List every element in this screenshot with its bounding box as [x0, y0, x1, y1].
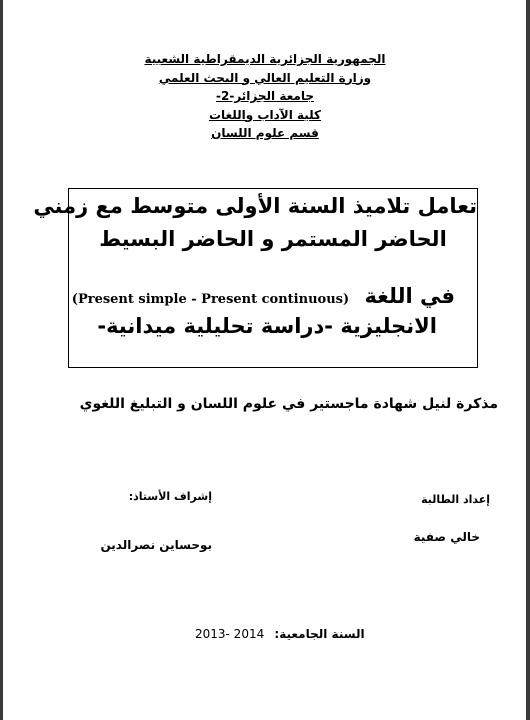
title-line-2: الحاضر المستمر و الحاضر البسيط	[99, 227, 447, 251]
title-line-3-latin: (Present simple - Present continuous)	[71, 292, 350, 307]
student-name: خالي صفية	[413, 530, 480, 544]
degree-statement: مذكرة لنيل شهادة ماجستير في علوم اللسان و التبليغ اللغوي	[79, 396, 498, 412]
supervisor-label: إشراف الأستاذ:	[128, 490, 212, 503]
title-line-3-arabic: في اللغة	[364, 284, 455, 308]
academic-year	[195, 627, 365, 641]
country-name: الجمهورية الجزائرية الديمقراطية الشعبية	[144, 52, 386, 66]
title-line-4: الانجليزية -دراسة تحليلية ميدانية-	[97, 314, 437, 338]
prepared-by-label: إعداد الطالبة	[421, 493, 490, 506]
thesis-title-box	[33, 188, 478, 368]
academic-year-value: 2013- 2014	[195, 627, 265, 641]
faculty-name: كلية الآداب واللغات	[208, 107, 322, 122]
ministry-name: وزارة التعليم العالي و البحث العلمي	[158, 70, 372, 85]
supervisor-name: بوحساين نصرالدين	[100, 538, 212, 552]
university-name: جامعة الجزائر-2-	[216, 89, 314, 103]
academic-year-label: السنة الجامعية:	[274, 627, 365, 641]
title-line-1: تعامل تلاميذ السنة الأولى متوسط مع زمني	[33, 194, 477, 218]
department-name: قسم علوم اللسان	[211, 126, 319, 140]
institution-header	[0, 50, 530, 143]
title-line-3	[72, 284, 455, 308]
